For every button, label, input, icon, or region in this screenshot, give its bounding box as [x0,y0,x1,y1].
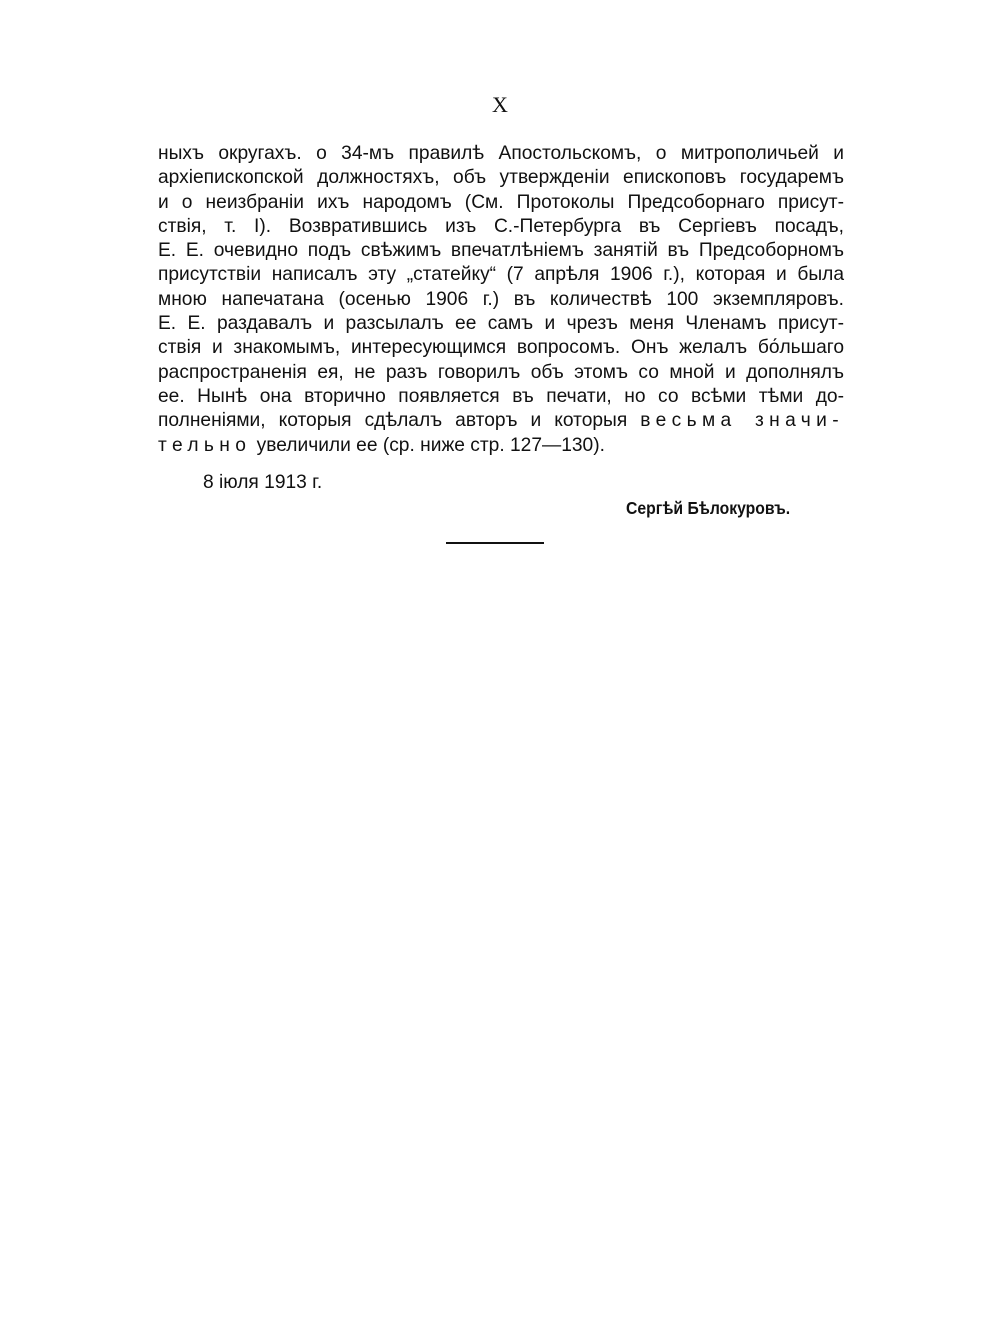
text-line-part: полненіями, которыя сдѣлалъ авторъ и которыя [158,410,628,432]
text-line-part: увеличили ее (ср. ниже стр. 127—130). [256,434,605,456]
text-line: ствія и знакомымъ, интересующимся вопросомъ. Онъ желалъ бо́льшаго [158,337,844,359]
text-line: присутствіи написалъ эту „статейку“ (7 апрѣля 1906 г.), которая и была [158,264,844,286]
text-line [158,409,844,433]
emphasized-text: весьма значи- [640,410,844,432]
text-line: и о неизбраніи ихъ народомъ (См. Протоколы Предсоборнаго присут- [158,191,844,213]
emphasized-text: тельно [158,434,252,456]
text-line: ствія, т. I). Возвратившись изъ С.-Петербурга въ Сергіевъ посадъ, [158,215,844,237]
text-line: распространенія ея, не разъ говорилъ объ этомъ со мной и дополнялъ [158,361,844,383]
divider-rule [446,542,544,544]
text-line: Е. Е. очевидно подъ свѣжимъ впечатлѣніемъ занятій въ Предсоборномъ [158,240,844,262]
body-paragraph [158,142,844,458]
text-line [158,434,844,458]
page-number: X [492,92,508,117]
text-line: мною напечатана (осенью 1906 г.) въ количествѣ 100 экземпляровъ. [158,288,844,310]
date-line: 8 іюля 1913 г. [203,472,323,493]
text-line: Е. Е. раздавалъ и разсылалъ ее самъ и чрезъ меня Членамъ присут- [158,313,844,335]
signature: Сергѣй Бѣлокуровъ. [626,498,791,518]
text-line: ее. Нынѣ она вторично появляется въ печати, но со всѣми тѣми до- [158,385,844,407]
text-line: ныхъ округахъ. о 34-мъ правилѣ Апостольскомъ, о митрополичьей и [158,143,844,164]
text-line: архіепископской должностяхъ, объ утвержденіи епископовъ государемъ [158,167,844,189]
